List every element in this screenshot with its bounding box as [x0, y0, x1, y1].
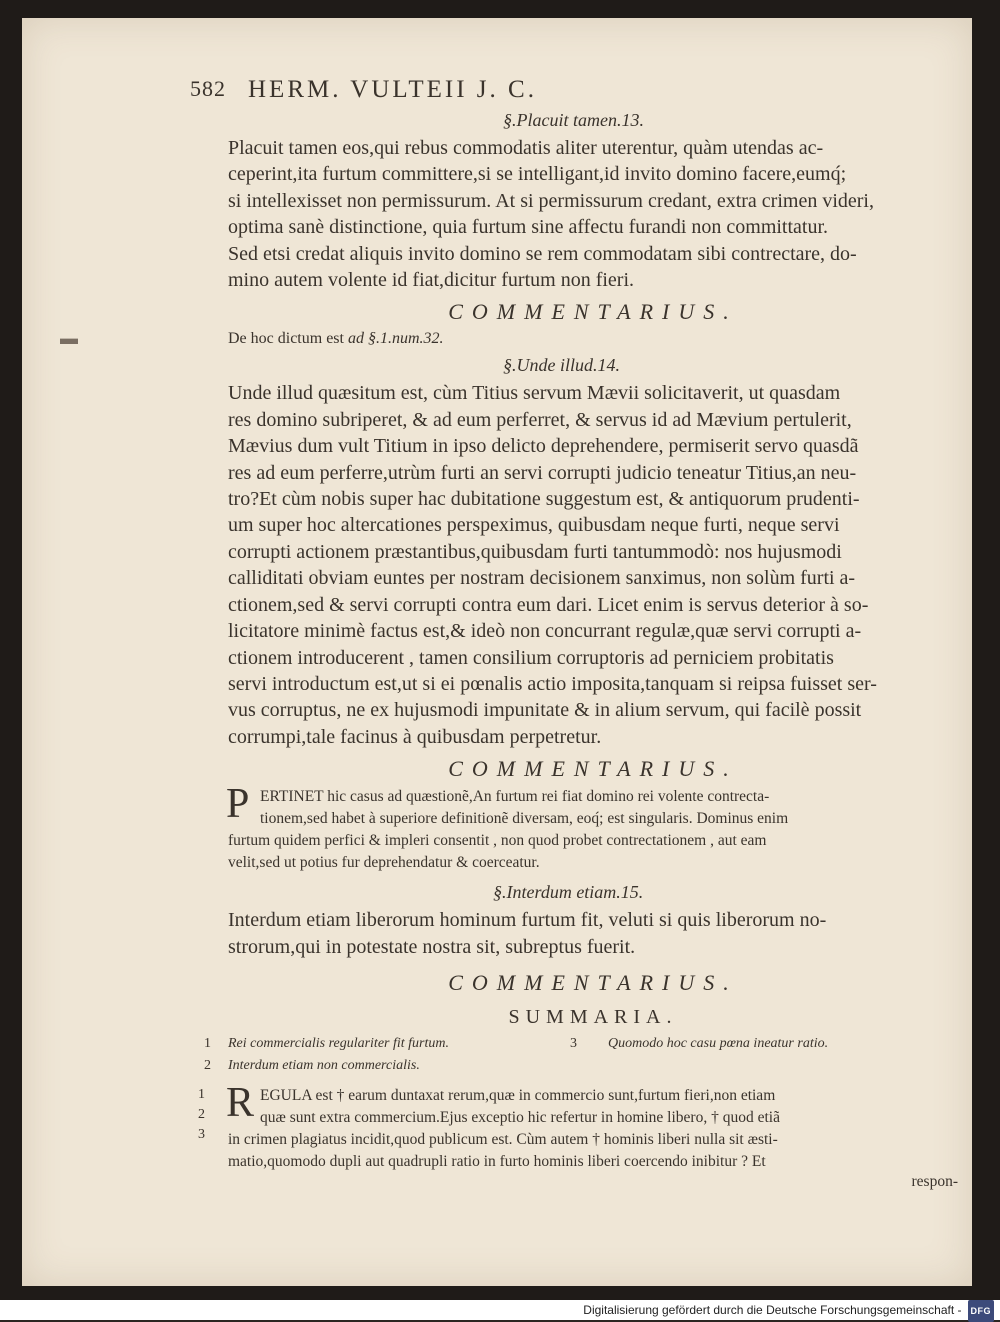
- commentary-note: [228, 329, 958, 349]
- text-line: tionem,sed habet à superiore definitionẽ diversam, eoq́; est singularis. Dominus enim: [260, 810, 789, 828]
- note-text: De hoc dictum est: [228, 330, 348, 348]
- margin-number: 1: [198, 1086, 205, 1102]
- text-line: ceperint,ita furtum committere,si se intelligant,id invito domino facere,eumq́;: [228, 163, 847, 186]
- text-line: servi introductum est,ut si ei pœnalis actio imposita,tanquam si reipsa fuisset ser-: [228, 672, 877, 695]
- margin-mark: ▬: [60, 328, 78, 348]
- footer-bar: [0, 1300, 1000, 1320]
- section-13-text: [228, 135, 958, 293]
- commentary-heading: COMMENTARIUS.: [448, 756, 738, 782]
- summary-number: 3: [570, 1035, 577, 1051]
- margin-numbers: [198, 1085, 205, 1145]
- margin-number: 2: [198, 1106, 205, 1122]
- text-block: [190, 76, 958, 1191]
- commentary-3-text: [198, 1079, 958, 1173]
- text-line: ctionem,sed & servi corrupti contra eum dari. Licet enim is servus deterior à so-: [228, 593, 869, 616]
- page-header: [190, 76, 958, 108]
- text-line: si intellexisset non permissurum. At si permissurum credant, extra crimen videri,: [228, 189, 874, 212]
- text-line: Mævius dum vult Titium in ipso delicto deprehendere, permiserit servo quasdã: [228, 435, 859, 458]
- section-ref-15: §.Interdum etiam.15.: [493, 882, 644, 903]
- section-14-text: [228, 380, 958, 750]
- summary-number: 2: [204, 1057, 211, 1073]
- text-line: res domino subriperet, & ad eum perferret, & servus id ad Mævium pertulerit,: [228, 408, 852, 431]
- commentary-2-text: [226, 781, 958, 874]
- text-line: optima sanè distinctione, quia furtum sine affectu furandi non committatur.: [228, 216, 829, 239]
- dfg-logo-icon: DFG: [968, 1300, 995, 1322]
- margin-number: 3: [198, 1126, 205, 1142]
- text-line: strorum,qui in potestate nostra sit, subreptus fuerit.: [228, 935, 636, 958]
- text-line: ERTINET hic casus ad quæstionẽ,An furtum rei fiat domino rei volente contrecta-: [260, 788, 770, 806]
- text-line: tro?Et cùm nobis super hac dubitatione suggestum est, & antiquorum prudenti-: [228, 488, 860, 511]
- text-line: EGULA est † earum duntaxat rerum,quæ in commercio sunt,furtum fieri,non etiam: [260, 1086, 776, 1104]
- text-line: um super hoc altercationes perspeximus, quibusdam neque furti, neque servi: [228, 514, 840, 537]
- text-line: velit,sed ut potius fur deprehendatur & coerceatur.: [228, 854, 540, 872]
- text-line: ctionem introducerent , tamen consilium corruptoris ad perniciem probitatis: [228, 646, 834, 669]
- text-line: Sed etsi credat aliquis invito domino se rem commodatam sibi contrectare, do-: [228, 242, 857, 265]
- text-line: mino autem volente id fiat,dicitur furtum non fieri.: [228, 269, 635, 292]
- summary-row: [204, 1055, 958, 1077]
- text-line: in crimen plagiatus incidit,quod publicum est. Cùm autem † hominis liberi nulla sit æsti-: [228, 1130, 778, 1148]
- text-line: matio,quomodo dupli aut quadrupli ratio in furto hominis liberi coercendo inibitur ? Et: [228, 1152, 766, 1170]
- section-ref-14: §.Unde illud.14.: [503, 355, 620, 376]
- drop-cap: R: [226, 1079, 255, 1126]
- commentary-heading: COMMENTARIUS.: [448, 299, 738, 325]
- text-line: quæ sunt extra commercium.Ejus exceptio hic refertur in homine libero, † quod etiã: [260, 1108, 780, 1126]
- drop-cap: P: [226, 781, 250, 828]
- summary-text: Quomodo hoc casu pœna ineatur ratio.: [608, 1035, 829, 1051]
- commentary-heading: COMMENTARIUS.: [448, 969, 738, 995]
- text-line: licitatore minimè factus est,& ideò non concurrant regulæ,quæ servi corrupti a-: [228, 620, 862, 643]
- summary-row: [204, 1033, 958, 1055]
- footer-credit: Digitalisierung gefördert durch die Deutsche Forschungsgemeinschaft -: [583, 1303, 962, 1318]
- summary-text: Interdum etiam non commercialis.: [228, 1057, 420, 1073]
- summary-number: 1: [204, 1035, 211, 1051]
- text-line: Placuit tamen eos,qui rebus commodatis aliter uterentur, quàm utendas ac-: [228, 137, 824, 159]
- text-line: Unde illud quæsitum est, cùm Titius servum Mævii solicitaverit, ut quasdam: [228, 382, 841, 405]
- book-page: [22, 18, 972, 1286]
- note-reference: ad §.1.num.32.: [347, 330, 444, 348]
- text-line: res ad eum perferre,utrùm furti an servi corrupti judicio teneatur Titius,an neu-: [228, 461, 857, 484]
- text-line: calliditati obviam euntes per nostram decisionem sanximus, non solùm furti a-: [228, 567, 856, 590]
- section-15-text: [228, 907, 958, 960]
- page-number: 582: [190, 76, 226, 101]
- running-head: HERM. VULTEII J. C.: [248, 76, 537, 103]
- text-line: furtum quidem perfici & impleri consentit , non quod probet contrectationem , aut eam: [228, 832, 767, 850]
- summary-text: Rei commercialis regulariter fit furtum.: [228, 1035, 449, 1051]
- summaria-heading: SUMMARIA.: [508, 1005, 678, 1028]
- text-line: corrumpi,tale facinus à quibusdam perpetretur.: [228, 725, 602, 748]
- text-line: corrupti actionem præstantibus,quibusdam furti tantummodò: nos hujusmodi: [228, 540, 842, 563]
- text-line: Interdum etiam liberorum hominum furtum fit, veluti si quis liberorum no-: [228, 909, 827, 932]
- text-line: vus corruptus, ne ex hujusmodi impunitate & in alium servum, qui facilè possit: [228, 699, 862, 722]
- section-ref-13: §.Placuit tamen.13.: [503, 110, 644, 130]
- catchword: respon-: [911, 1172, 958, 1190]
